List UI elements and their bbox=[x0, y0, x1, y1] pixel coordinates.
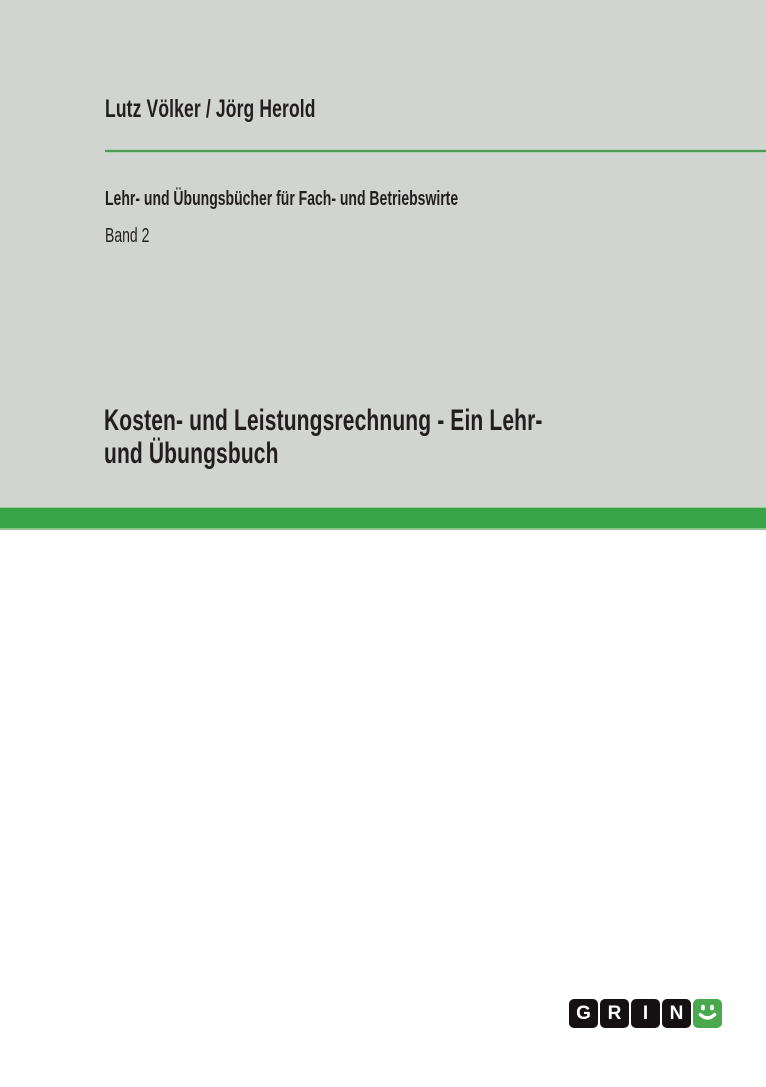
logo-letter-r: R bbox=[600, 999, 629, 1028]
book-title bbox=[104, 404, 543, 470]
grin-logo bbox=[569, 999, 722, 1028]
logo-letter-i: I bbox=[631, 999, 660, 1028]
accent-bar bbox=[0, 507, 766, 530]
author-line: Lutz Völker / Jörg Herold bbox=[105, 95, 316, 123]
author-divider-rule bbox=[105, 149, 766, 153]
volume-label: Band 2 bbox=[105, 225, 150, 247]
book-title-line-2: und Übungsbuch bbox=[104, 437, 279, 470]
cover-top-panel bbox=[0, 0, 766, 507]
logo-letter-g: G bbox=[569, 999, 598, 1028]
logo-letter-n: N bbox=[662, 999, 691, 1028]
series-title: Lehr- und Übungsbücher für Fach- und Betriebswirte bbox=[105, 188, 459, 210]
smiley-icon bbox=[693, 999, 722, 1028]
book-title-line-1: Kosten- und Leistungsrechnung - Ein Lehr- bbox=[104, 404, 543, 437]
